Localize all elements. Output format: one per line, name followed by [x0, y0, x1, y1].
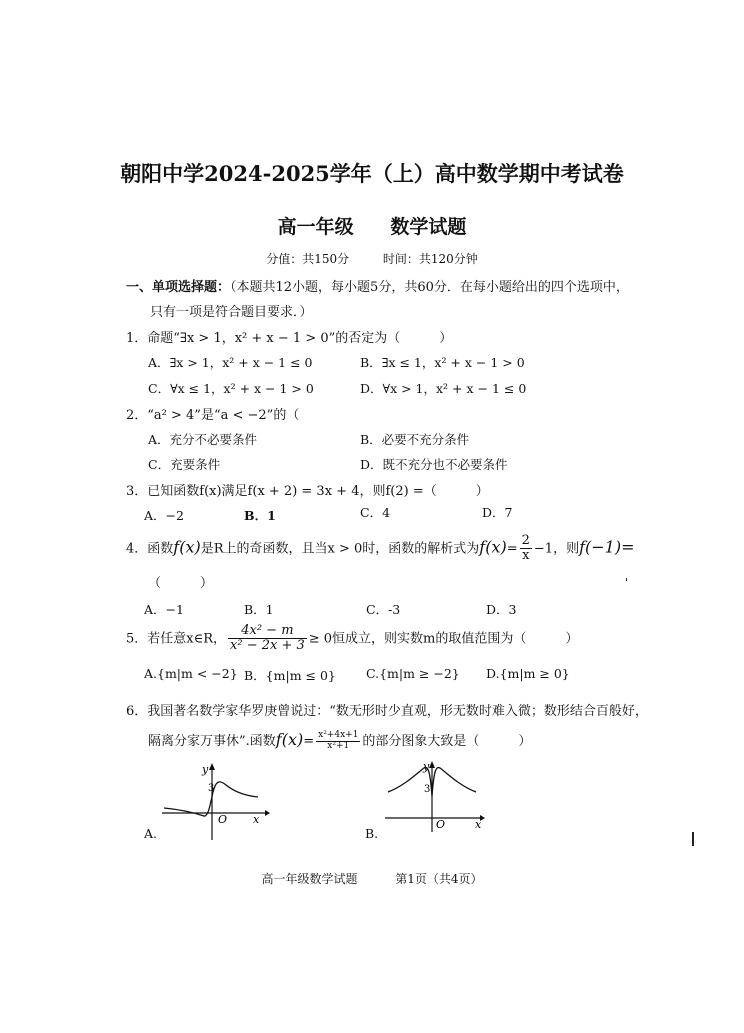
question-3-option-d: D．7 [482, 505, 513, 520]
question-1-option-d: D．∀x > 1，x² + x − 1 ≤ 0 [360, 381, 527, 396]
question-4-fraction [520, 534, 532, 564]
question-5-frac-den: x² − 2x + 3 [230, 638, 305, 654]
question-6-frac-num: x²+4x+1 [318, 730, 359, 741]
question-4-option-c: C．-3 [366, 602, 401, 617]
question-2-option-a: A．充分不必要条件 [148, 432, 258, 447]
question-6-eq: = [303, 734, 315, 749]
footer-left: 高一年级数学试题 [261, 872, 358, 886]
question-4-option-d: D．3 [486, 602, 517, 617]
question-5-stem [126, 624, 578, 654]
question-1-option-c: C．∀x ≤ 1，x² + x − 1 > 0 [148, 381, 314, 396]
graph-a-tick-label: 3 [208, 783, 215, 794]
question-1-option-b: B．∃x ≤ 1，x² + x − 1 > 0 [360, 355, 525, 370]
score-info: 分值：共150分 [266, 252, 350, 266]
graph-option-b [380, 760, 495, 832]
page-footer [0, 870, 744, 887]
question-4-stem-post: −1，则 [533, 541, 580, 557]
graph-a-y-label: y [202, 763, 209, 776]
question-1-stem: 1．命题“∃x > 1，x² + x − 1 > 0”的否定为（ ） [126, 331, 453, 346]
exam-meta [0, 250, 744, 267]
graph-a-y-arrow [209, 763, 215, 770]
graph-a-x-arrow [265, 810, 270, 816]
question-5-fraction [228, 624, 307, 654]
question-5-option-b: B．{m|m ≤ 0} [244, 668, 336, 683]
question-4-stem-pre: 4．函数 [126, 541, 174, 557]
question-6-line2 [148, 730, 531, 752]
graph-a-x-label: x [253, 813, 260, 826]
question-3-stem: 3．已知函数f(x)满足f(x + 2) = 3x + 4，则f(2) =（ ） [126, 484, 489, 499]
graph-b-y-label: y [423, 760, 430, 773]
time-info: 时间：共120分钟 [382, 252, 478, 266]
graph-a-label: A. [144, 826, 158, 841]
question-2-option-c: C．充要条件 [148, 457, 221, 472]
section-heading [126, 276, 629, 295]
section-intro-line2: 只有一项是符合题目要求．） [150, 305, 313, 320]
question-6-line2-pre: 隔离分家万事休”.函数 [148, 734, 276, 749]
question-4-option-b: B．1 [244, 602, 274, 617]
question-5-frac-num: 4x² − m [228, 624, 307, 639]
graph-b-label: B. [365, 826, 379, 841]
question-5-option-d: D.{m|m ≥ 0} [486, 666, 570, 681]
question-1-option-a: A．∃x > 1，x² + x − 1 ≤ 0 [148, 355, 313, 370]
question-5-stem-post: ≥ 0恒成立，则实数m的取值范围为（ ） [308, 631, 579, 647]
page-title: 朝阳中学2024-2025学年（上）高中数学期中考试卷 [120, 161, 624, 186]
question-3-option-b: B．1 [244, 508, 276, 523]
question-3-option-a: A．−2 [144, 508, 184, 523]
question-6-frac-den: x²+1 [327, 741, 350, 751]
question-2-option-b: B．必要不充分条件 [360, 432, 470, 447]
question-4-fx: f(x) [173, 537, 201, 557]
graph-b-y-arrow [429, 761, 435, 768]
question-6-fraction [316, 731, 360, 752]
grade-label: 高一年级 [277, 216, 354, 238]
question-4-frac-num: 2 [521, 533, 530, 548]
question-6-fx: f(x) [275, 730, 304, 749]
question-4-stem-mid: 是R上的奇函数，且当x > 0时，函数的解析式为 [200, 541, 480, 557]
graph-b-origin: O [436, 818, 446, 831]
graph-a-origin: O [218, 813, 228, 826]
question-6-line1: 6．我国著名数学家华罗庚曾说过：“数无形时少直观，形无数时难入微；数形结合百般好， [126, 704, 648, 719]
question-5-option-c: C.{m|m ≥ −2} [366, 666, 460, 681]
subtitle [0, 212, 744, 239]
question-6-line2-post: 的部分图象大致是（ ） [362, 734, 532, 749]
graph-b-tick-label: 3 [424, 784, 431, 795]
question-2-stem: 2．“a² > 4”是“a < −2”的（ [126, 408, 300, 423]
graph-b-x-label: x [475, 818, 482, 831]
question-4-fx-2: f(x) [479, 537, 507, 557]
scan-dot [626, 578, 627, 581]
graph-option-a [140, 760, 270, 840]
question-5-stem-pre: 5．若任意x∈R， [126, 631, 227, 647]
question-2-option-d: D．既不充分也不必要条件 [360, 457, 508, 472]
question-4-option-a: A．−1 [144, 602, 184, 617]
question-4-frac-den: x [522, 548, 530, 564]
question-4-paren: （ ） [148, 576, 214, 591]
question-3-option-c: C．4 [360, 505, 391, 520]
subject-label: 数学试题 [390, 216, 467, 238]
section-intro-line1: （本题共12小题，每小题5分，共60分．在每小题给出的四个选项中， [230, 280, 629, 295]
question-5-option-a: A.{m|m < −2} [144, 666, 238, 681]
question-4-f-neg1: f(−1)= [579, 537, 635, 557]
footer-right: 第1页（共4页） [395, 872, 483, 886]
scan-mark [692, 832, 694, 846]
section-heading-label: 一、单项选择题： [126, 280, 231, 295]
question-4-stem: 4．函数f(x)是R上的奇函数，且当x > 0时，函数的解析式为f(x)= $\frac{2}{x}$ −1，则f(−1)= [126, 533, 635, 564]
